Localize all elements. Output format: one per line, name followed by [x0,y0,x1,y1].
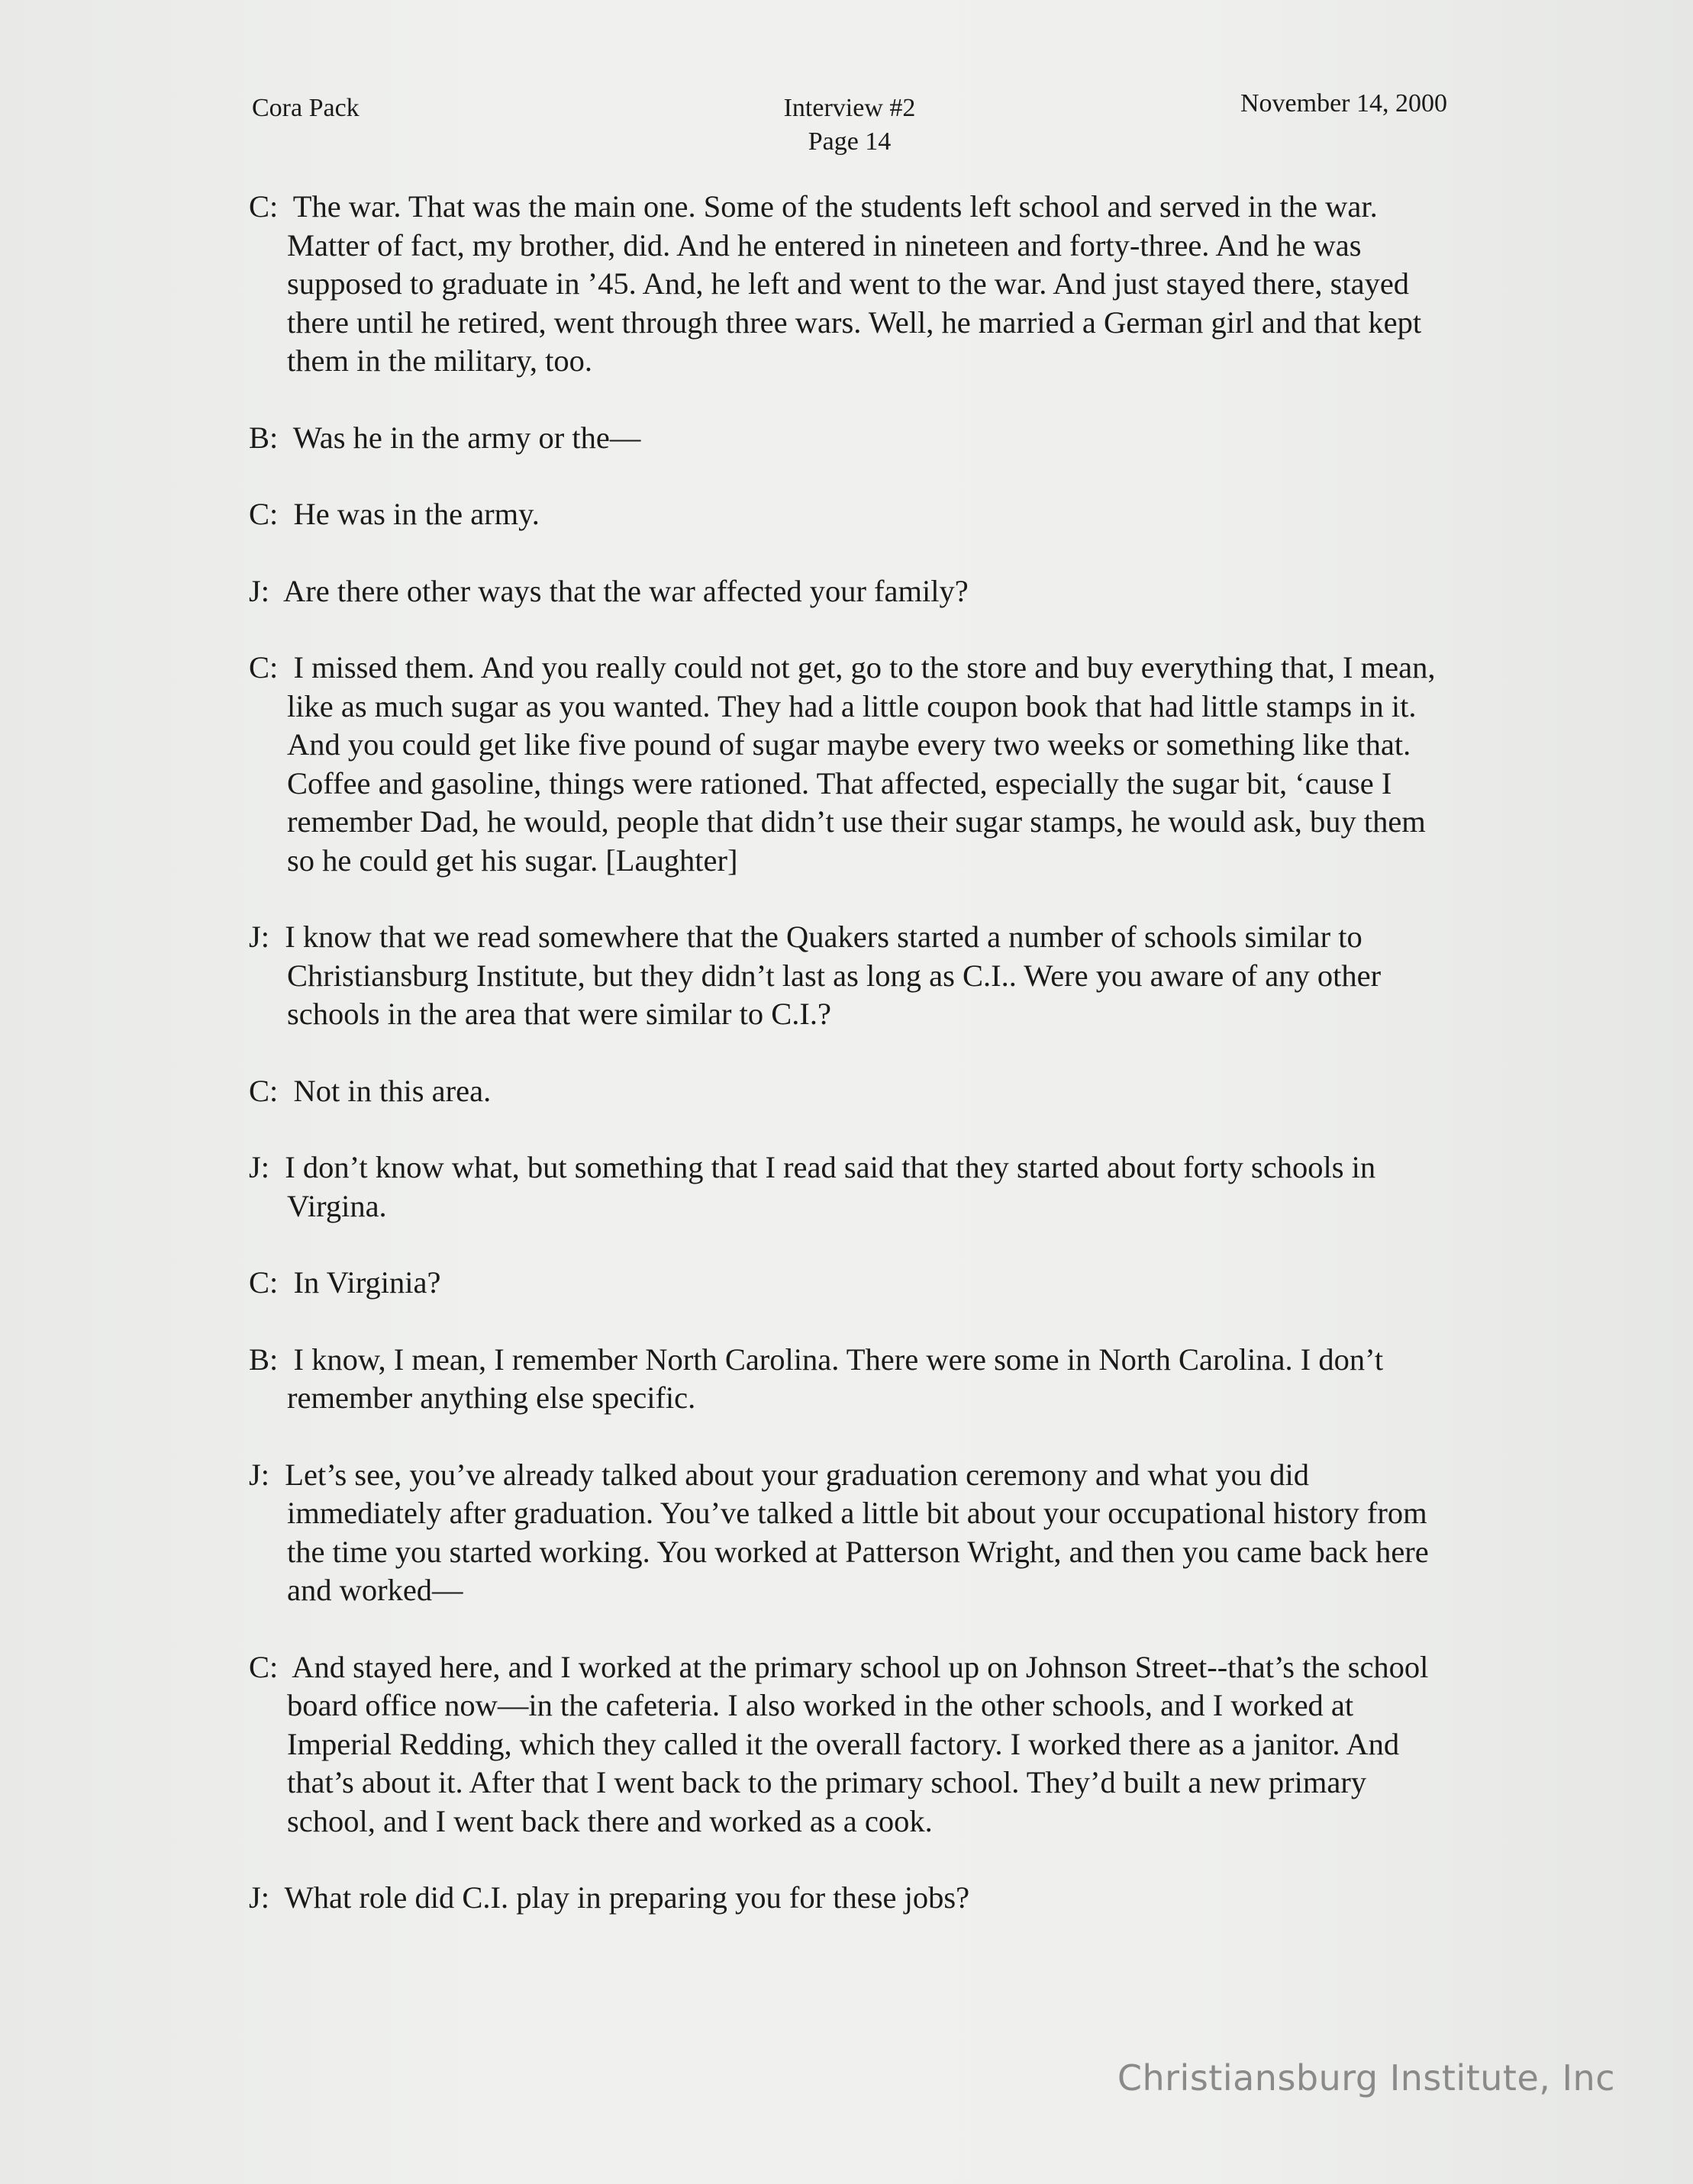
page-number: Page 14 [808,127,892,156]
interviewee-name: Cora Pack [252,94,360,122]
transcript-turn [249,1341,1455,1418]
watermark-text: Christiansburg Institute, Inc [1117,2057,1615,2099]
interview-number: Interview #2 [783,94,916,122]
interview-date: November 14, 2000 [1240,89,1447,118]
turn-text: I know, I mean, I remember North Carolina. There were some in North Carolina. I don’t remember anything else specific. [287,1342,1384,1415]
transcript-turn [249,918,1455,1034]
turn-text: Are there other ways that the war affected your family? [283,573,969,608]
transcript-turn [249,1456,1455,1610]
transcript-turn [249,1648,1455,1841]
speaker-label: J: [249,920,270,954]
turn-text: The war. That was the main one. Some of the students left school and served in the war. Matter of fact, my brother, did. And he entered in nineteen and forty-three. And he was supposed to graduate in ’45. And, he left and went to the war. And just stayed there, stayed there until he retired, went through three wars. Well, he married a German girl and that kept them in the military, too. [287,189,1422,378]
speaker-label: J: [249,1457,270,1492]
turn-text: In Virginia? [293,1265,441,1300]
transcript-turn [249,188,1455,381]
speaker-label: C: [249,1649,279,1684]
turn-text: And stayed here, and I worked at the primary school up on Johnson Street--that’s the school board office now—in the cafeteria. I also worked in the other schools, and I worked at Imperial Redding, which they called it the overall factory. I worked there as a janitor. And that’s about it. After that I went back to the primary school. They’d built a new primary school, and I went back there and worked as a cook. [287,1649,1429,1838]
speaker-label: J: [249,573,270,608]
speaker-label: C: [249,189,279,224]
speaker-label: B: [249,420,279,455]
turn-text: I missed them. And you really could not get, go to the store and buy everything that, I mean, like as much sugar as you wanted. They had a little coupon book that had little stamps in it. And you could get like five pound of sugar maybe every two weeks or something like that. Coffee and gasoline, things were rationed. That affected, especially the sugar bit, ‘cause I remember Dad, he would, people that didn’t use their sugar stamps, he would ask, buy them so he could get his sugar. [Laughter] [287,650,1436,878]
speaker-label: C: [249,1073,279,1108]
turn-text: Not in this area. [293,1073,492,1108]
speaker-label: J: [249,1150,270,1184]
turn-text: Let’s see, you’ve already talked about your graduation ceremony and what you did immediately after graduation. You’ve talked a little bit about your occupational history from the time you started working. You worked at Patterson Wright, and then you came back here and worked— [285,1457,1429,1607]
transcript-turn [249,495,1455,534]
transcript-turn [249,572,1455,611]
speaker-label: C: [249,497,279,531]
transcript-turn [249,1148,1455,1226]
transcript-turn [249,1072,1455,1111]
speaker-label: C: [249,1265,279,1300]
transcript-turn [249,419,1455,458]
turn-text: I don’t know what, but something that I read said that they started about forty schools in Virgina. [285,1150,1376,1223]
speaker-label: C: [249,650,279,685]
speaker-label: B: [249,1342,279,1377]
speaker-label: J: [249,1880,270,1915]
turn-text: What role did C.I. play in preparing you for these jobs? [284,1880,970,1915]
turn-text: I know that we read somewhere that the Quakers started a number of schools similar to Christiansburg Institute, but they didn’t last as long as C.I.. Were you aware of any other schools in the area that were similar to C.I.? [285,920,1382,1031]
transcript-turn [249,649,1455,880]
transcript-turn [249,1879,1455,1918]
transcript-turn [249,1264,1455,1303]
transcript-body [249,188,1455,1956]
turn-text: He was in the army. [293,497,540,531]
page-header [252,85,1447,162]
turn-text: Was he in the army or the— [292,420,641,455]
